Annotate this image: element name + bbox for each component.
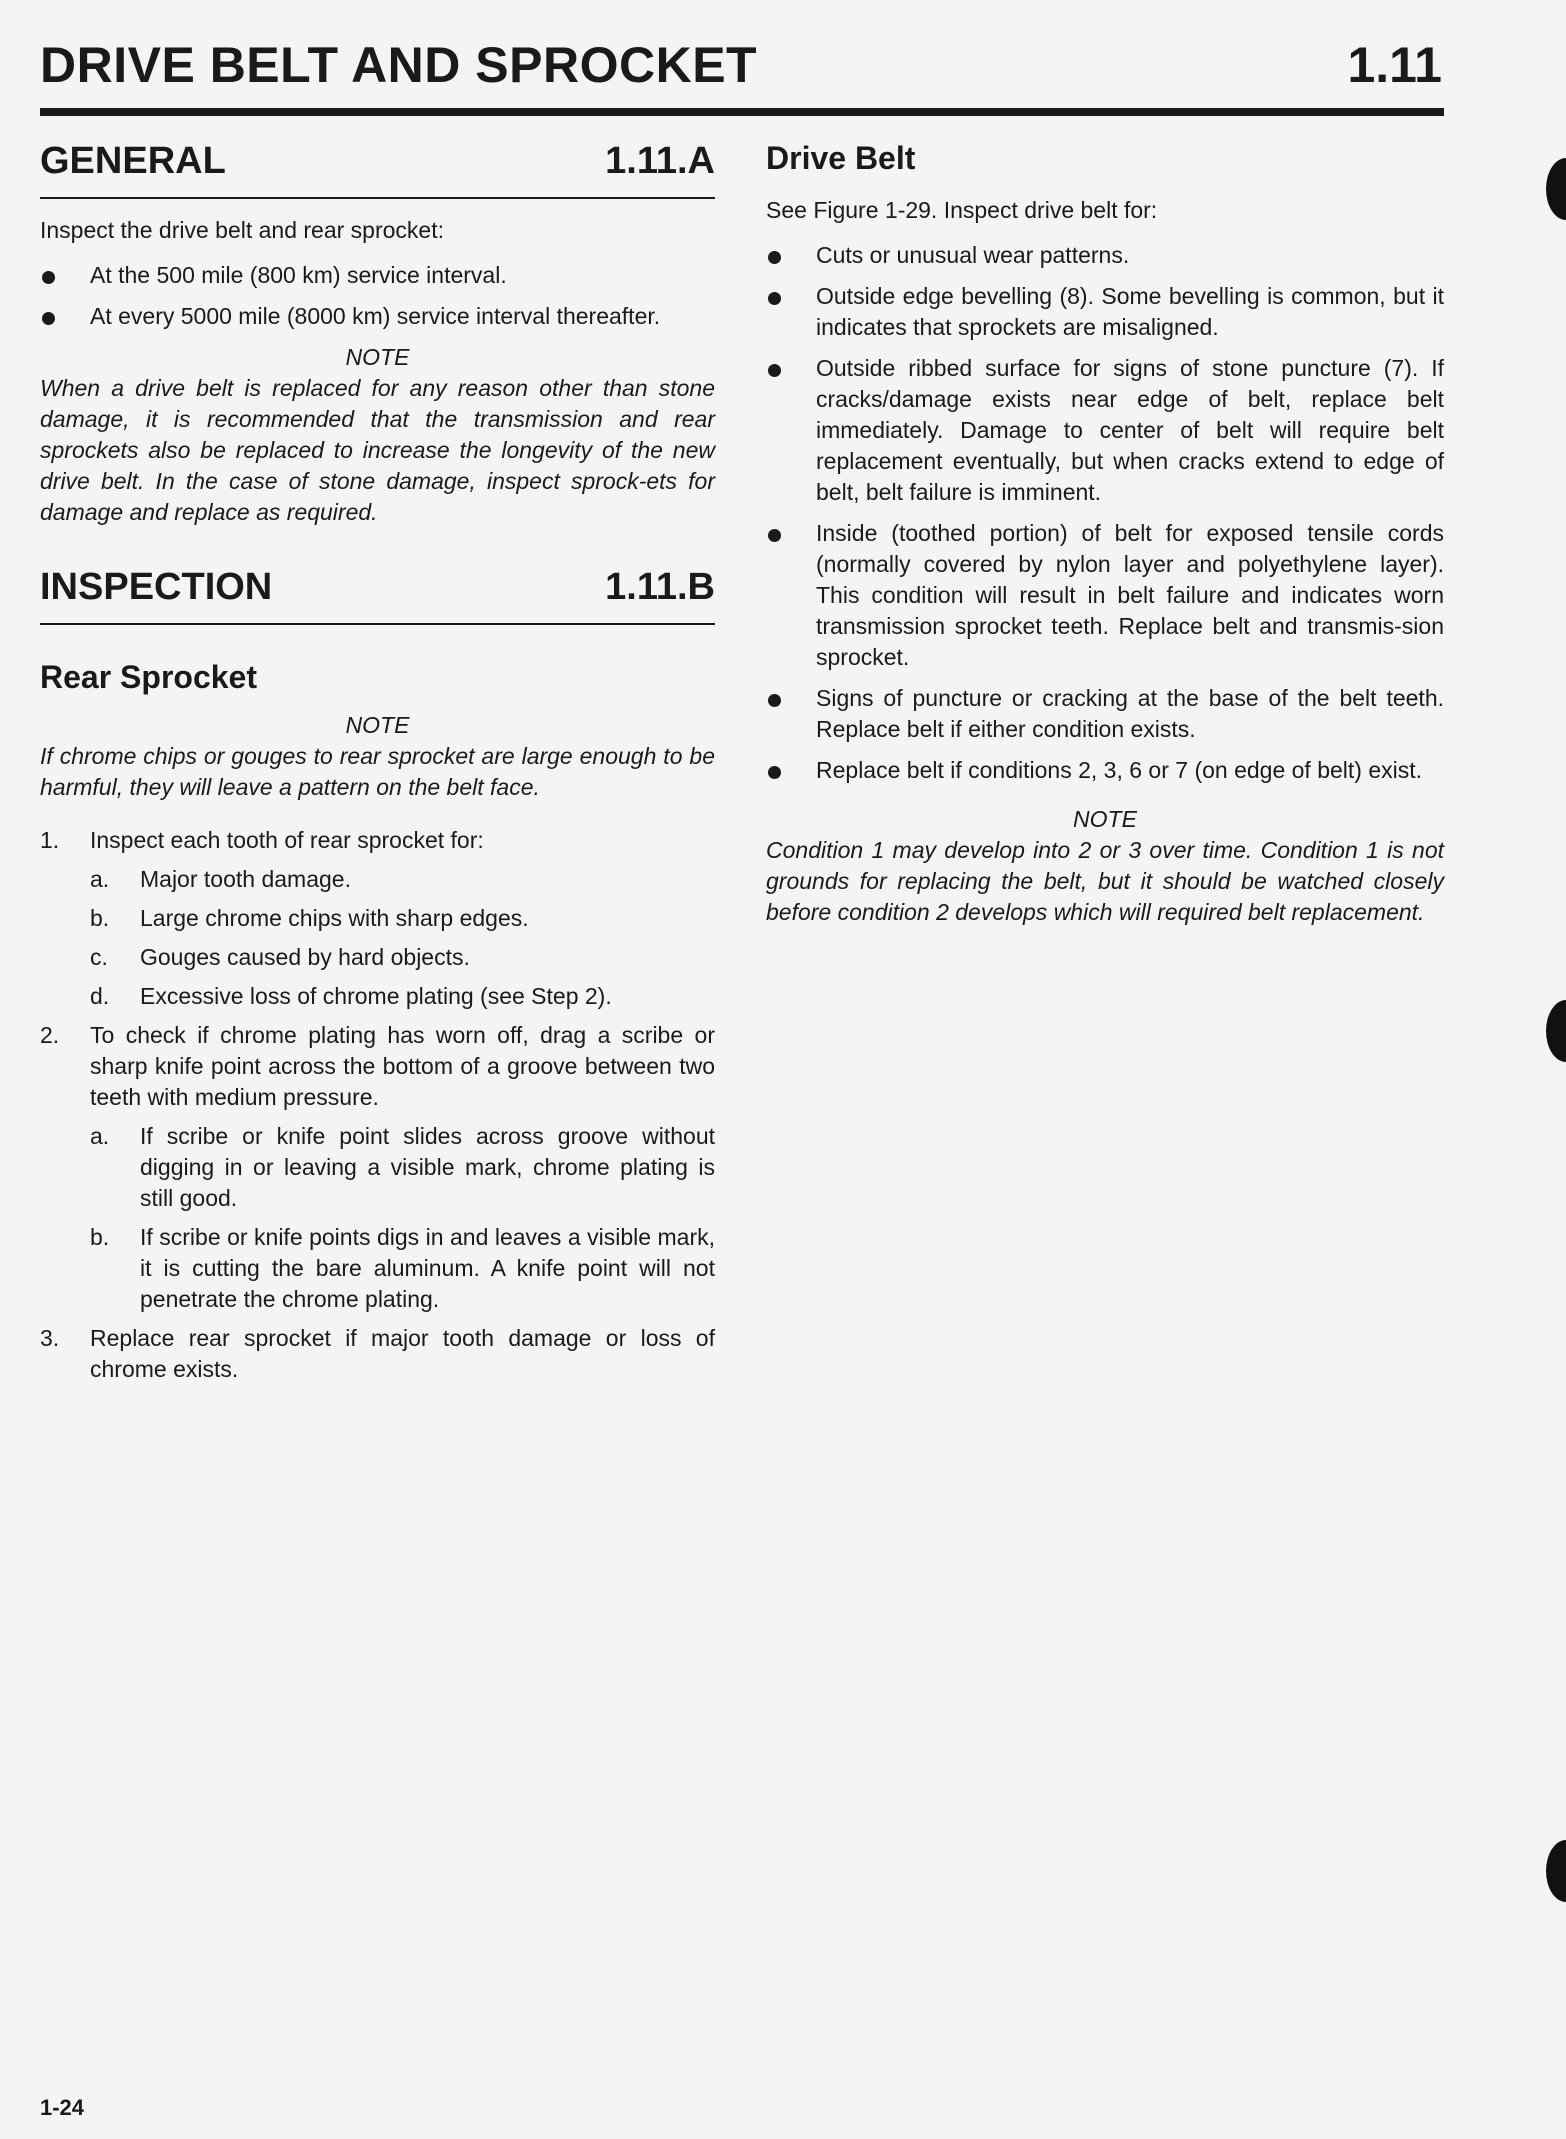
inspection-number: 1.11.B <box>605 566 715 608</box>
bullet-icon <box>768 694 781 707</box>
step-number: 1. <box>40 827 60 853</box>
step-text: To check if chrome plating has worn off, drag a scribe or sharp knife point across the bottom of a groove between two teeth with medium pressure. <box>90 1022 715 1110</box>
bullet-text: Signs of puncture or cracking at the base of the belt teeth. Replace belt if either condition exists. <box>816 685 1444 742</box>
substep-letter: b. <box>90 1224 110 1250</box>
inspection-steps <box>40 825 715 1385</box>
general-heading <box>40 140 715 199</box>
step-item <box>40 825 715 1012</box>
note-text: When a drive belt is replaced for any reason other than stone damage, it is recommended that the transmission and rear sprockets also be replaced to increase the longevity of the new drive belt. In the case of stone damage, inspect sprock-ets for damage and replace as required. <box>40 375 715 525</box>
drive-belt-bullet-list <box>766 240 1444 786</box>
binder-hole-icon <box>1546 158 1566 220</box>
step-text: Replace rear sprocket if major tooth damage or loss of chrome exists. <box>90 1325 715 1382</box>
general-number: 1.11.A <box>605 140 715 182</box>
note-label: NOTE <box>1073 806 1137 832</box>
bullet-text: Cuts or unusual wear patterns. <box>816 242 1130 268</box>
substep-text: Gouges caused by hard objects. <box>140 944 470 970</box>
bullet-icon <box>768 766 781 779</box>
general-bullet-list <box>40 260 715 332</box>
substep-list <box>90 1121 715 1315</box>
substep-text: If scribe or knife points digs in and leaves a visible mark, it is cutting the bare aluminum. A knife point will not penetrate the chrome plating. <box>140 1224 715 1312</box>
page-footer-number: 1-24 <box>40 2095 85 2120</box>
substep-item <box>90 981 715 1012</box>
list-item <box>766 683 1444 745</box>
substep-letter: d. <box>90 983 110 1009</box>
substep-letter: c. <box>90 944 108 970</box>
note-text: Condition 1 may develop into 2 or 3 over time. Condition 1 is not grounds for replacing the belt, but it should be watched closely before condition 2 develops which will required belt replacement. <box>766 837 1444 925</box>
bullet-text: Replace belt if conditions 2, 3, 6 or 7 (on edge of belt) exist. <box>816 757 1423 783</box>
substep-item <box>90 942 715 973</box>
bullet-icon <box>42 312 55 325</box>
bullet-icon <box>768 292 781 305</box>
bullet-icon <box>768 364 781 377</box>
substep-text: Major tooth damage. <box>140 866 351 892</box>
binder-hole-icon <box>1546 1840 1566 1902</box>
left-column <box>40 140 715 1393</box>
step-text: Inspect each tooth of rear sprocket for: <box>90 827 484 853</box>
step-item <box>40 1020 715 1315</box>
substep-text: Excessive loss of chrome plating (see Step 2). <box>140 983 612 1009</box>
substep-text: If scribe or knife point slides across groove without digging in or leaving a visible mark, chrome plating is still good. <box>140 1123 715 1211</box>
list-item <box>766 281 1444 343</box>
substep-letter: b. <box>90 905 110 931</box>
list-item <box>40 260 715 291</box>
substep-item <box>90 864 715 895</box>
page-title: DRIVE BELT AND SPROCKET <box>40 37 758 93</box>
general-intro: Inspect the drive belt and rear sprocket: <box>40 217 444 243</box>
right-column <box>766 140 1444 950</box>
list-item <box>766 518 1444 673</box>
inspection-heading <box>40 566 715 625</box>
list-item <box>766 755 1444 786</box>
bullet-text: Outside ribbed surface for signs of stone puncture (7). If cracks/damage exists near edge of belt, replace belt immediately. Damage to center of belt will require belt replacement eventually, but when cracks extend to edge of belt, belt failure is imminent. <box>816 355 1444 505</box>
section-number: 1.11 <box>1347 37 1442 93</box>
bullet-icon <box>42 271 55 284</box>
note-label: NOTE <box>345 712 410 738</box>
bullet-text: Inside (toothed portion) of belt for exposed tensile cords (normally covered by nylon layer and polyethylene layer). This condition will result in belt failure and indicates worn transmission sprocket teeth. Replace belt and transmis-sion sprocket. <box>816 520 1444 670</box>
list-item <box>766 353 1444 508</box>
drive-belt-heading: Drive Belt <box>766 140 916 176</box>
drive-belt-intro: See Figure 1-29. Inspect drive belt for: <box>766 197 1158 223</box>
general-title: GENERAL <box>40 140 226 182</box>
note-label: NOTE <box>345 344 410 370</box>
bullet-icon <box>768 529 781 542</box>
list-item <box>40 301 715 332</box>
step-number: 2. <box>40 1022 60 1048</box>
binder-hole-icon <box>1546 1000 1566 1062</box>
substep-list <box>90 864 715 1012</box>
substep-text: Large chrome chips with sharp edges. <box>140 905 529 931</box>
drive-belt-note <box>766 804 1444 928</box>
bullet-icon <box>768 251 781 264</box>
substep-letter: a. <box>90 1123 110 1149</box>
substep-item <box>90 1222 715 1315</box>
rear-sprocket-note <box>40 710 715 803</box>
list-item <box>766 240 1444 271</box>
bullet-text: At the 500 mile (800 km) service interval. <box>90 262 507 288</box>
step-number: 3. <box>40 1325 60 1351</box>
general-note <box>40 342 715 528</box>
note-text: If chrome chips or gouges to rear sprocket are large enough to be harmful, they will leave a pattern on the belt face. <box>40 743 715 800</box>
rear-sprocket-heading: Rear Sprocket <box>40 659 257 695</box>
bullet-text: Outside edge bevelling (8). Some bevelling is common, but it indicates that sprockets are misaligned. <box>816 283 1444 340</box>
substep-letter: a. <box>90 866 110 892</box>
step-item <box>40 1323 715 1385</box>
inspection-title: INSPECTION <box>40 566 273 608</box>
substep-item <box>90 903 715 934</box>
substep-item <box>90 1121 715 1214</box>
title-rule <box>40 108 1444 116</box>
bullet-text: At every 5000 mile (8000 km) service interval thereafter. <box>90 303 661 329</box>
